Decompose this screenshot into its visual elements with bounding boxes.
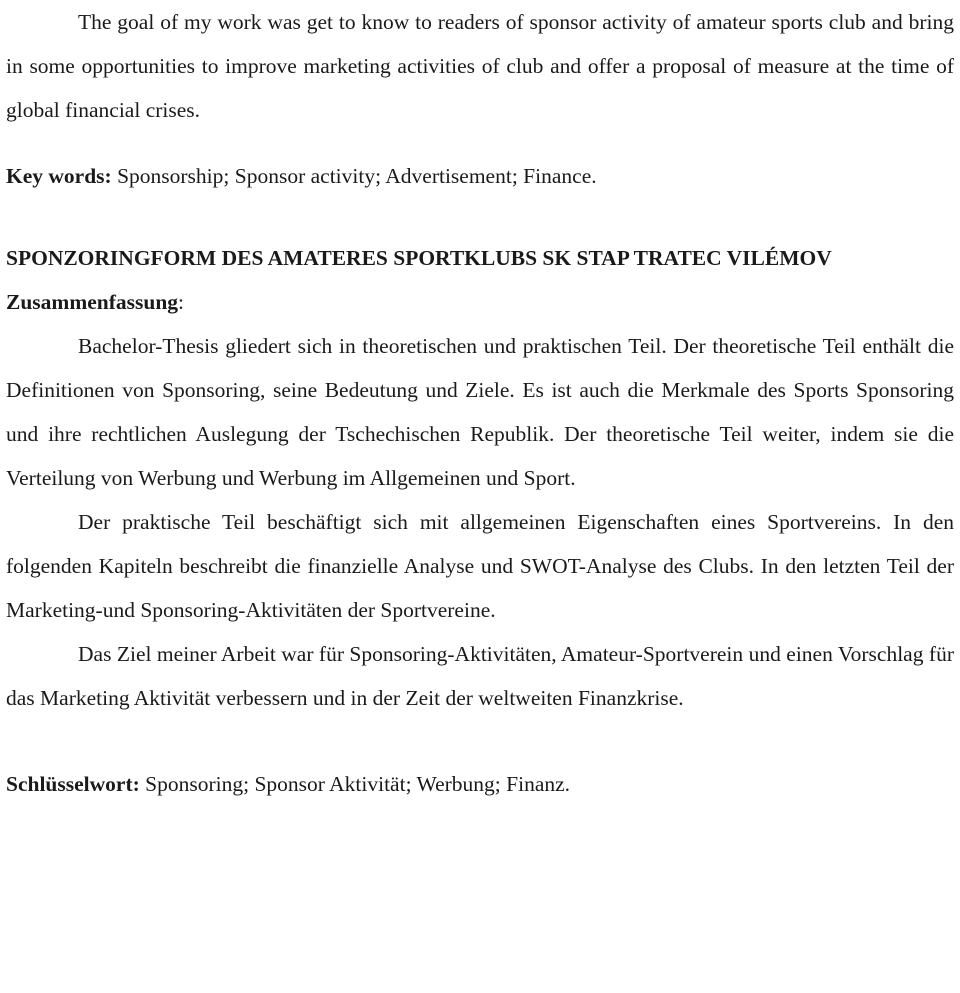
document-page — [6, 0, 954, 806]
german-keywords — [6, 762, 954, 806]
english-keywords — [6, 154, 954, 198]
german-summary-heading — [6, 280, 954, 324]
german-paragraph-2: Der praktische Teil beschäftigt sich mit allgemeinen Eigenschaften eines Sportvereins. In den folgenden Kapiteln beschreibt die finanzielle Analyse und SWOT-Analyse des Clubs. In den letzten Teil der Marketing-und Sponsoring-Aktivitäten der Sportvereine. — [6, 510, 954, 622]
german-summary-label: Zusammenfassung — [6, 290, 179, 314]
german-summary-colon: : — [178, 290, 185, 314]
german-title: SPONZORINGFORM DES AMATERES SPORTKLUBS SK STAP TRATEC VILÉMOV — [6, 246, 832, 270]
german-paragraph-1: Bachelor-Thesis gliedert sich in theoretischen und praktischen Teil. Der theoretische Teil enthält die Definitionen von Sponsoring, seine Bedeutung und Ziele. Es ist auch die Merkmale des Sports Sponsoring und ihre rechtlichen Auslegung der Tschechischen Republik. Der theoretische Teil weiter, indem sie die Verteilung von Werbung und Werbung im Allgemeinen und Sport. — [6, 334, 954, 490]
english-abstract-paragraph: The goal of my work was get to know to readers of sponsor activity of amateur sports club and bring in some opportunities to improve marketing activities of club and offer a proposal of measure at the time of global financial crises. — [6, 10, 954, 122]
english-keywords-label: Key words: — [6, 164, 112, 188]
german-paragraph-3: Das Ziel meiner Arbeit war für Sponsoring-Aktivitäten, Amateur-Sportverein und einen Vorschlag für das Marketing Aktivität verbessern und in der Zeit der weltweiten Finanzkrise. — [6, 642, 954, 710]
english-keywords-text: Sponsorship; Sponsor activity; Advertisement; Finance. — [111, 164, 597, 188]
german-keywords-label: Schlüsselwort: — [6, 772, 140, 796]
german-keywords-text: Sponsoring; Sponsor Aktivität; Werbung; Finanz. — [139, 772, 571, 796]
